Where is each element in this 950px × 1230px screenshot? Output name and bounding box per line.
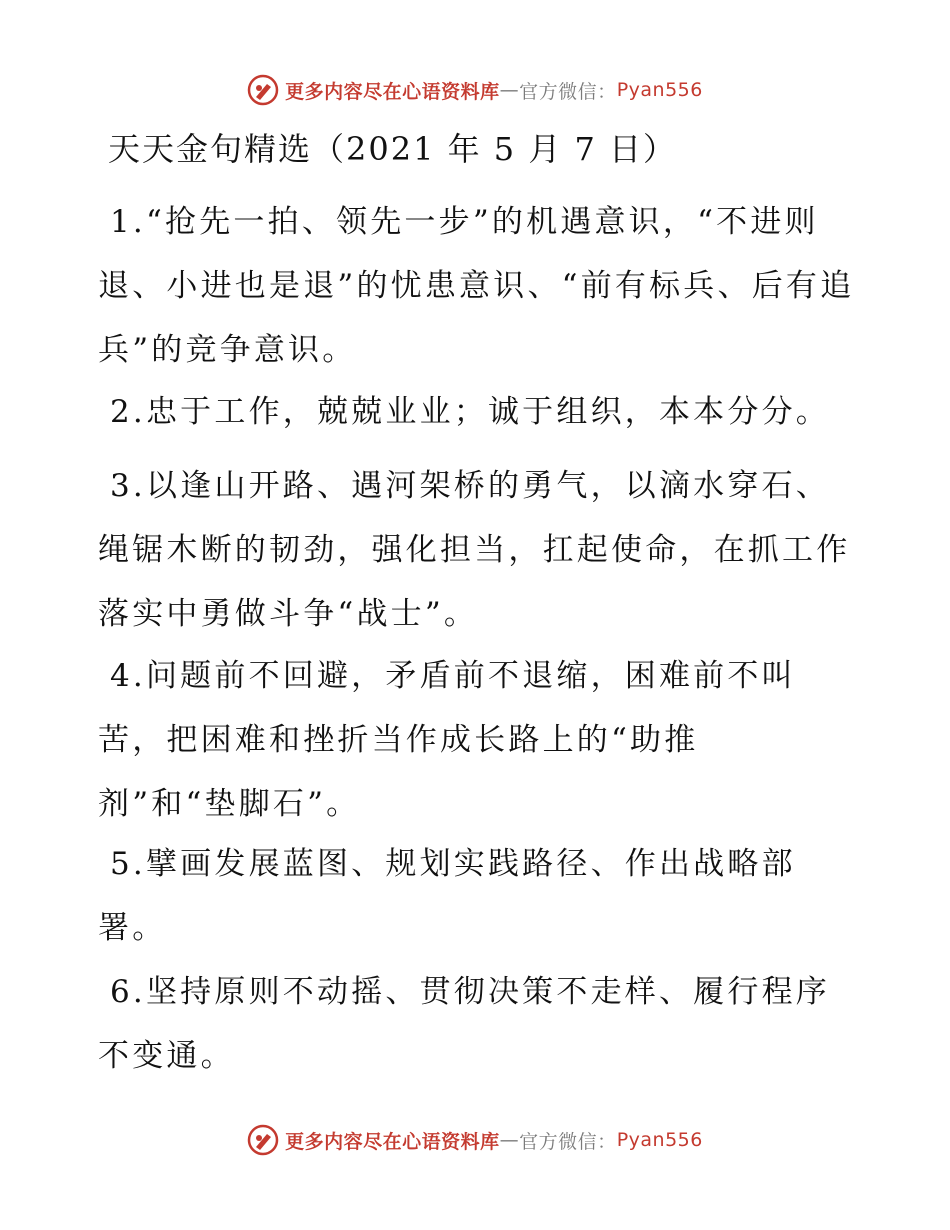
quote-item-1: 1.“抢先一拍、领先一步”的机遇意识，“不进则退、小进也是退”的忧患意识、“前有标兵、后有追兵”的竞争意识。 — [98, 204, 855, 368]
watermark-text: 更多内容尽在心语资料库 — [285, 80, 500, 103]
watermark-text: 更多内容尽在心语资料库 — [285, 1130, 500, 1153]
quote-item-3: 3.以逢山开路、遇河架桥的勇气，以滴水穿石、绳锯木断的韧劲，强化担当，扛起使命，在抓工作落实中勇做斗争“战士”。 — [98, 468, 851, 632]
quote-item-2: 2.忠于工作，兢兢业业；诚于组织，本本分分。 — [110, 394, 830, 430]
watermark-header — [0, 74, 950, 106]
watermark-account: Pyan556 — [616, 1129, 703, 1151]
document-title: 天天金句精选（2021 年 5 月 7 日） — [108, 130, 678, 168]
quote-item-4: 4.问题前不回避，矛盾前不退缩，困难前不叫苦，把困难和挫折当作成长路上的“助推剂”和“垫脚石”。 — [98, 658, 796, 822]
watermark-account: Pyan556 — [616, 79, 703, 101]
watermark-footer — [0, 1124, 950, 1156]
watermark-dash: — — [499, 79, 520, 101]
quote-item-6: 6.坚持原则不动摇、贯彻决策不走样、履行程序不变通。 — [98, 974, 830, 1074]
pen-nib-circle-icon — [247, 74, 279, 106]
quote-item-5: 5.擘画发展蓝图、规划实践路径、作出战略部署。 — [98, 846, 796, 946]
watermark-suffix: 官方微信： — [519, 1130, 617, 1153]
watermark-suffix: 官方微信： — [519, 80, 617, 103]
watermark-dash: — — [499, 1129, 520, 1151]
pen-nib-circle-icon — [247, 1124, 279, 1156]
